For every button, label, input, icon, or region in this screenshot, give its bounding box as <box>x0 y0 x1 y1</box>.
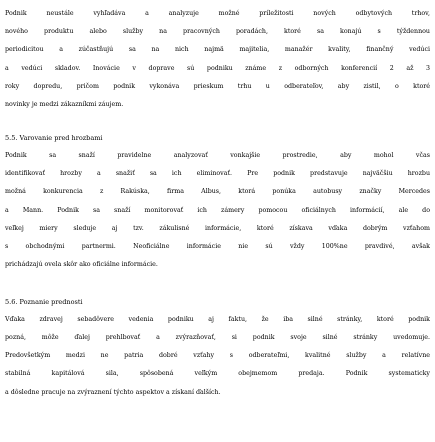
section-5-5-line-4: a Mann. Podnik sa snaží monitorovať ich zámery pomocou oficiálnych informácií, ale do <box>5 207 430 214</box>
paragraph-1-line-3: periodicitou a zúčastňujú sa na nich najmä majitelia, manažér kvality, finančný vedúci <box>5 46 430 53</box>
section-5-5-line-6: s obchodnými partnermi. Neoficiálne informácie nie sú vždy 100%ne pravdivé, avšak <box>5 243 430 250</box>
section-heading-5-5: 5.5. Varovanie pred hrozbami <box>5 134 103 142</box>
section-5-6-line-5: a dôsledne pracuje na zvýraznení týchto aspektov a získaní ďalších. <box>5 389 221 396</box>
paragraph-1-line-6: novinky je medzi zákazníkmi záujem. <box>5 101 124 108</box>
section-5-5-line-2: identifikovať hrozby a snažiť sa ich eliminovať. Pre podnik predstavuje najväčšiu hrozbu <box>5 170 430 177</box>
section-5-5-line-3: možná konkurencia z Rakúska, firma Albus, ktorá ponúka autobusy značky Mercedes <box>5 188 430 195</box>
section-5-6-line-4: stabilná kapitálová sila, spôsobená veľkým obejmemom predaja. Podnik systematicky <box>5 370 430 377</box>
paragraph-1-line-5: roky dopredu, pričom podnik vykonáva prieskum trhu u odberateľov, aby zistil, o ktoré <box>5 83 430 90</box>
paragraph-1-line-1: Podnik neustále vyhľadáva a analyzuje možné príležitosti nových odbytových trhov, <box>5 10 430 17</box>
paragraph-1-line-2: nového produktu alebo služby na pracovných poradách, ktoré sa konajú s týždennou <box>5 28 430 35</box>
section-5-5-line-7: prichádzajú ovela skôr ako oficiálne informácie. <box>5 261 158 268</box>
section-5-5-line-1: Podnik sa snaží pravidelne analyzovať vonkajšie prostredie, aby mohol včas <box>5 152 430 159</box>
section-5-5-line-5: veľkej miery sleduje aj tzv. zákulisné informácie, ktoré získava vďaka dobrým vzťahom <box>5 225 430 232</box>
paragraph-1-line-4: a vedúci skladov. Inovácie v doprave sú podniku známe z odborných konferencií 2 až 3 <box>5 65 430 72</box>
section-heading-5-6: 5.6. Poznanie prednosti <box>5 298 83 306</box>
section-5-6-line-1: Vďaka zdravej sebadôvere vedenia podniku aj faktu, že iba silné stránky, ktoré podnik <box>5 316 430 323</box>
section-5-6-line-3: Predovšetkým medzi ne patria dobré vzťahy s odberateľmi, kvalitné služby a relatívne <box>5 352 430 359</box>
section-5-6-line-2: pozná, môže ďalej prehlbovať a zvýrazňovať, si podnik svoje silné stránky uvedomuje. <box>5 334 430 341</box>
